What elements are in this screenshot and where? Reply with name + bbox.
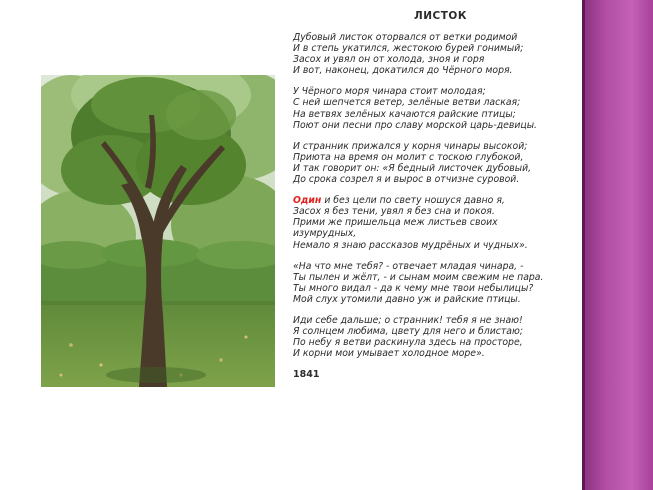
- poem-year: 1841: [293, 369, 320, 381]
- poem-line: До срока созрел я и вырос в отчизне суровой.: [293, 174, 520, 186]
- poem-line: И странник прижался у корня чинары высокой;: [293, 140, 528, 152]
- tree-photo: [41, 75, 275, 387]
- poem-line: Приюта на время он молит с тоскою глубокой,: [293, 151, 524, 163]
- stanza-4: [293, 195, 578, 250]
- poem-line: Я солнцем любима, цвету для него и блистаю;: [293, 326, 523, 338]
- poem-line: И в степь укатился, жестокою бурей гонимый;: [293, 43, 524, 55]
- poem-line: На ветвях зелёных качаются райские птицы;: [293, 108, 516, 120]
- highlight-word: Один: [293, 195, 322, 207]
- poem-title: ЛИСТОК: [414, 10, 467, 22]
- stanza-1: [293, 32, 578, 76]
- poem-line-rest: и без цели по свету ношуся давно я,: [321, 195, 505, 207]
- poem-line: Прими же пришельца меж листьев своих изумрудных,: [293, 217, 498, 240]
- poem-line: Мой слух утомили давно уж и райские птицы.: [293, 293, 521, 305]
- poem-line: Засох и увял он от холода, зноя и горя: [293, 54, 485, 66]
- poem-line: И корни мои умывает холодное море».: [293, 348, 485, 360]
- poem-line: Ты пылен и жёлт, - и сынам моим свежим не пара.: [293, 271, 544, 283]
- poem: [293, 10, 578, 380]
- poem-line: «На что мне тебя? - отвечает младая чинара, -: [293, 260, 524, 272]
- poem-line: И вот, наконец, докатился до Чёрного моря.: [293, 65, 513, 77]
- poem-line-first: [293, 195, 578, 206]
- stanza-3: [293, 141, 578, 185]
- poem-line: С ней шепчется ветер, зелёные ветви лаская;: [293, 97, 521, 109]
- poem-line: Немало я знаю рассказов мудрёных и чудных».: [293, 239, 528, 251]
- poem-line: По небу я ветви раскинула здесь на просторе,: [293, 337, 523, 349]
- stanza-2: [293, 86, 578, 130]
- poem-line: Поют они песни про славу морской царь-девицы.: [293, 119, 538, 131]
- poem-line: Засох я без тени, увял я без сна и покоя.: [293, 206, 495, 218]
- poem-line: Ты много видал - да к чему мне твои небылицы?: [293, 282, 534, 294]
- stanza-6: [293, 315, 578, 359]
- decorative-side-band: [582, 0, 653, 490]
- poem-line: У Чёрного моря чинара стоит молодая;: [293, 86, 486, 98]
- poem-line: Дубовый листок оторвался от ветки родимой: [293, 32, 518, 43]
- stanza-5: [293, 261, 578, 305]
- poem-line: Иди себе дальше; о странник! тебя я не знаю!: [293, 314, 523, 326]
- poem-line: И так говорит он: «Я бедный листочек дубовый,: [293, 162, 532, 174]
